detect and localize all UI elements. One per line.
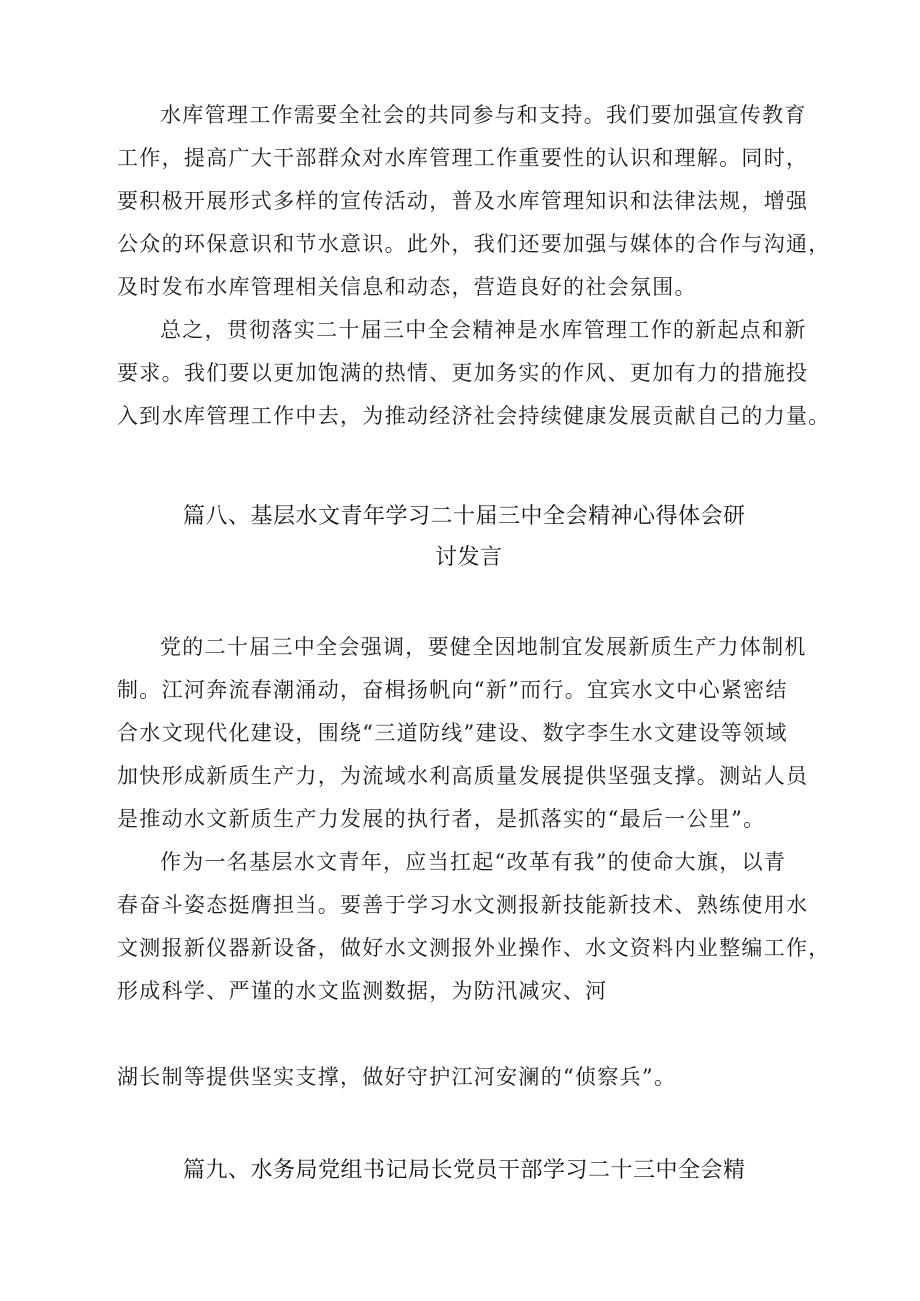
para1-line2: 工作，提高广大干部群众对水库管理工作重要性的认识和理解。同时，	[117, 146, 809, 170]
para4-line3: 文测报新仪器新设备，做好水文测报外业操作、水文资料内业整编工作，	[117, 936, 831, 960]
para2-line3: 入到水库管理工作中去，为推动经济社会持续健康发展贡献自己的力量。	[117, 404, 831, 428]
para1-line4: 公众的环保意识和节水意识。此外，我们还要加强与媒体的合作与沟通，	[117, 232, 831, 256]
section-heading-8-line1: 篇八、基层水文青年学习二十届三中全会精神心得体会研	[183, 504, 746, 529]
para2-line1: 总之，贯彻落实二十届三中全会精神是水库管理工作的新起点和新	[160, 318, 807, 342]
para3-line1: 党的二十届三中全会强调，要健全因地制宜发展新质生产力体制机	[160, 635, 807, 659]
para2-line2: 要求。我们要以更加饱满的热情、更加务实的作风、更加有力的措施投	[117, 361, 809, 385]
para1-line3: 要积极开展形式多样的宣传活动，普及水库管理知识和法律法规，增强	[117, 189, 809, 213]
para3-line4: 加快形成新质生产力，为流域水利高质量发展提供坚强支撑。测站人员	[117, 764, 809, 788]
para3-line2: 制。江河奔流春潮涌动，奋楫扬帆向“新”而行。宜宾水文中心紧密结	[117, 678, 788, 702]
para1-line5: 及时发布水库管理相关信息和动态，营造良好的社会氛围。	[117, 275, 697, 299]
para3-line5: 是推动水文新质生产力发展的执行者，是抓落实的“最后一公里”。	[117, 807, 766, 831]
para1-line1: 水库管理工作需要全社会的共同参与和支持。我们要加强宣传教育	[160, 103, 807, 127]
para4-line2: 春奋斗姿态挺膺担当。要善于学习水文测报新技能新技术、熟练使用水	[117, 893, 809, 917]
section-heading-9-line1: 篇九、水务局党组书记局长党员干部学习二十三中全会精	[183, 1158, 746, 1183]
para4-line1: 作为一名基层水文青年，应当扛起“改革有我”的使命大旗，以青	[160, 850, 787, 874]
para4-line5: 湖长制等提供坚实支撑，做好守护江河安澜的“侦察兵”。	[117, 1065, 677, 1089]
para3-line3: 合水文现代化建设，围绕“三道防线”建设、数字李生水文建设等领域	[117, 721, 788, 745]
para4-line4: 形成科学、严谨的水文监测数据，为防汛减灾、河	[117, 979, 608, 1003]
section-heading-8-line2: 讨发言	[435, 545, 503, 570]
